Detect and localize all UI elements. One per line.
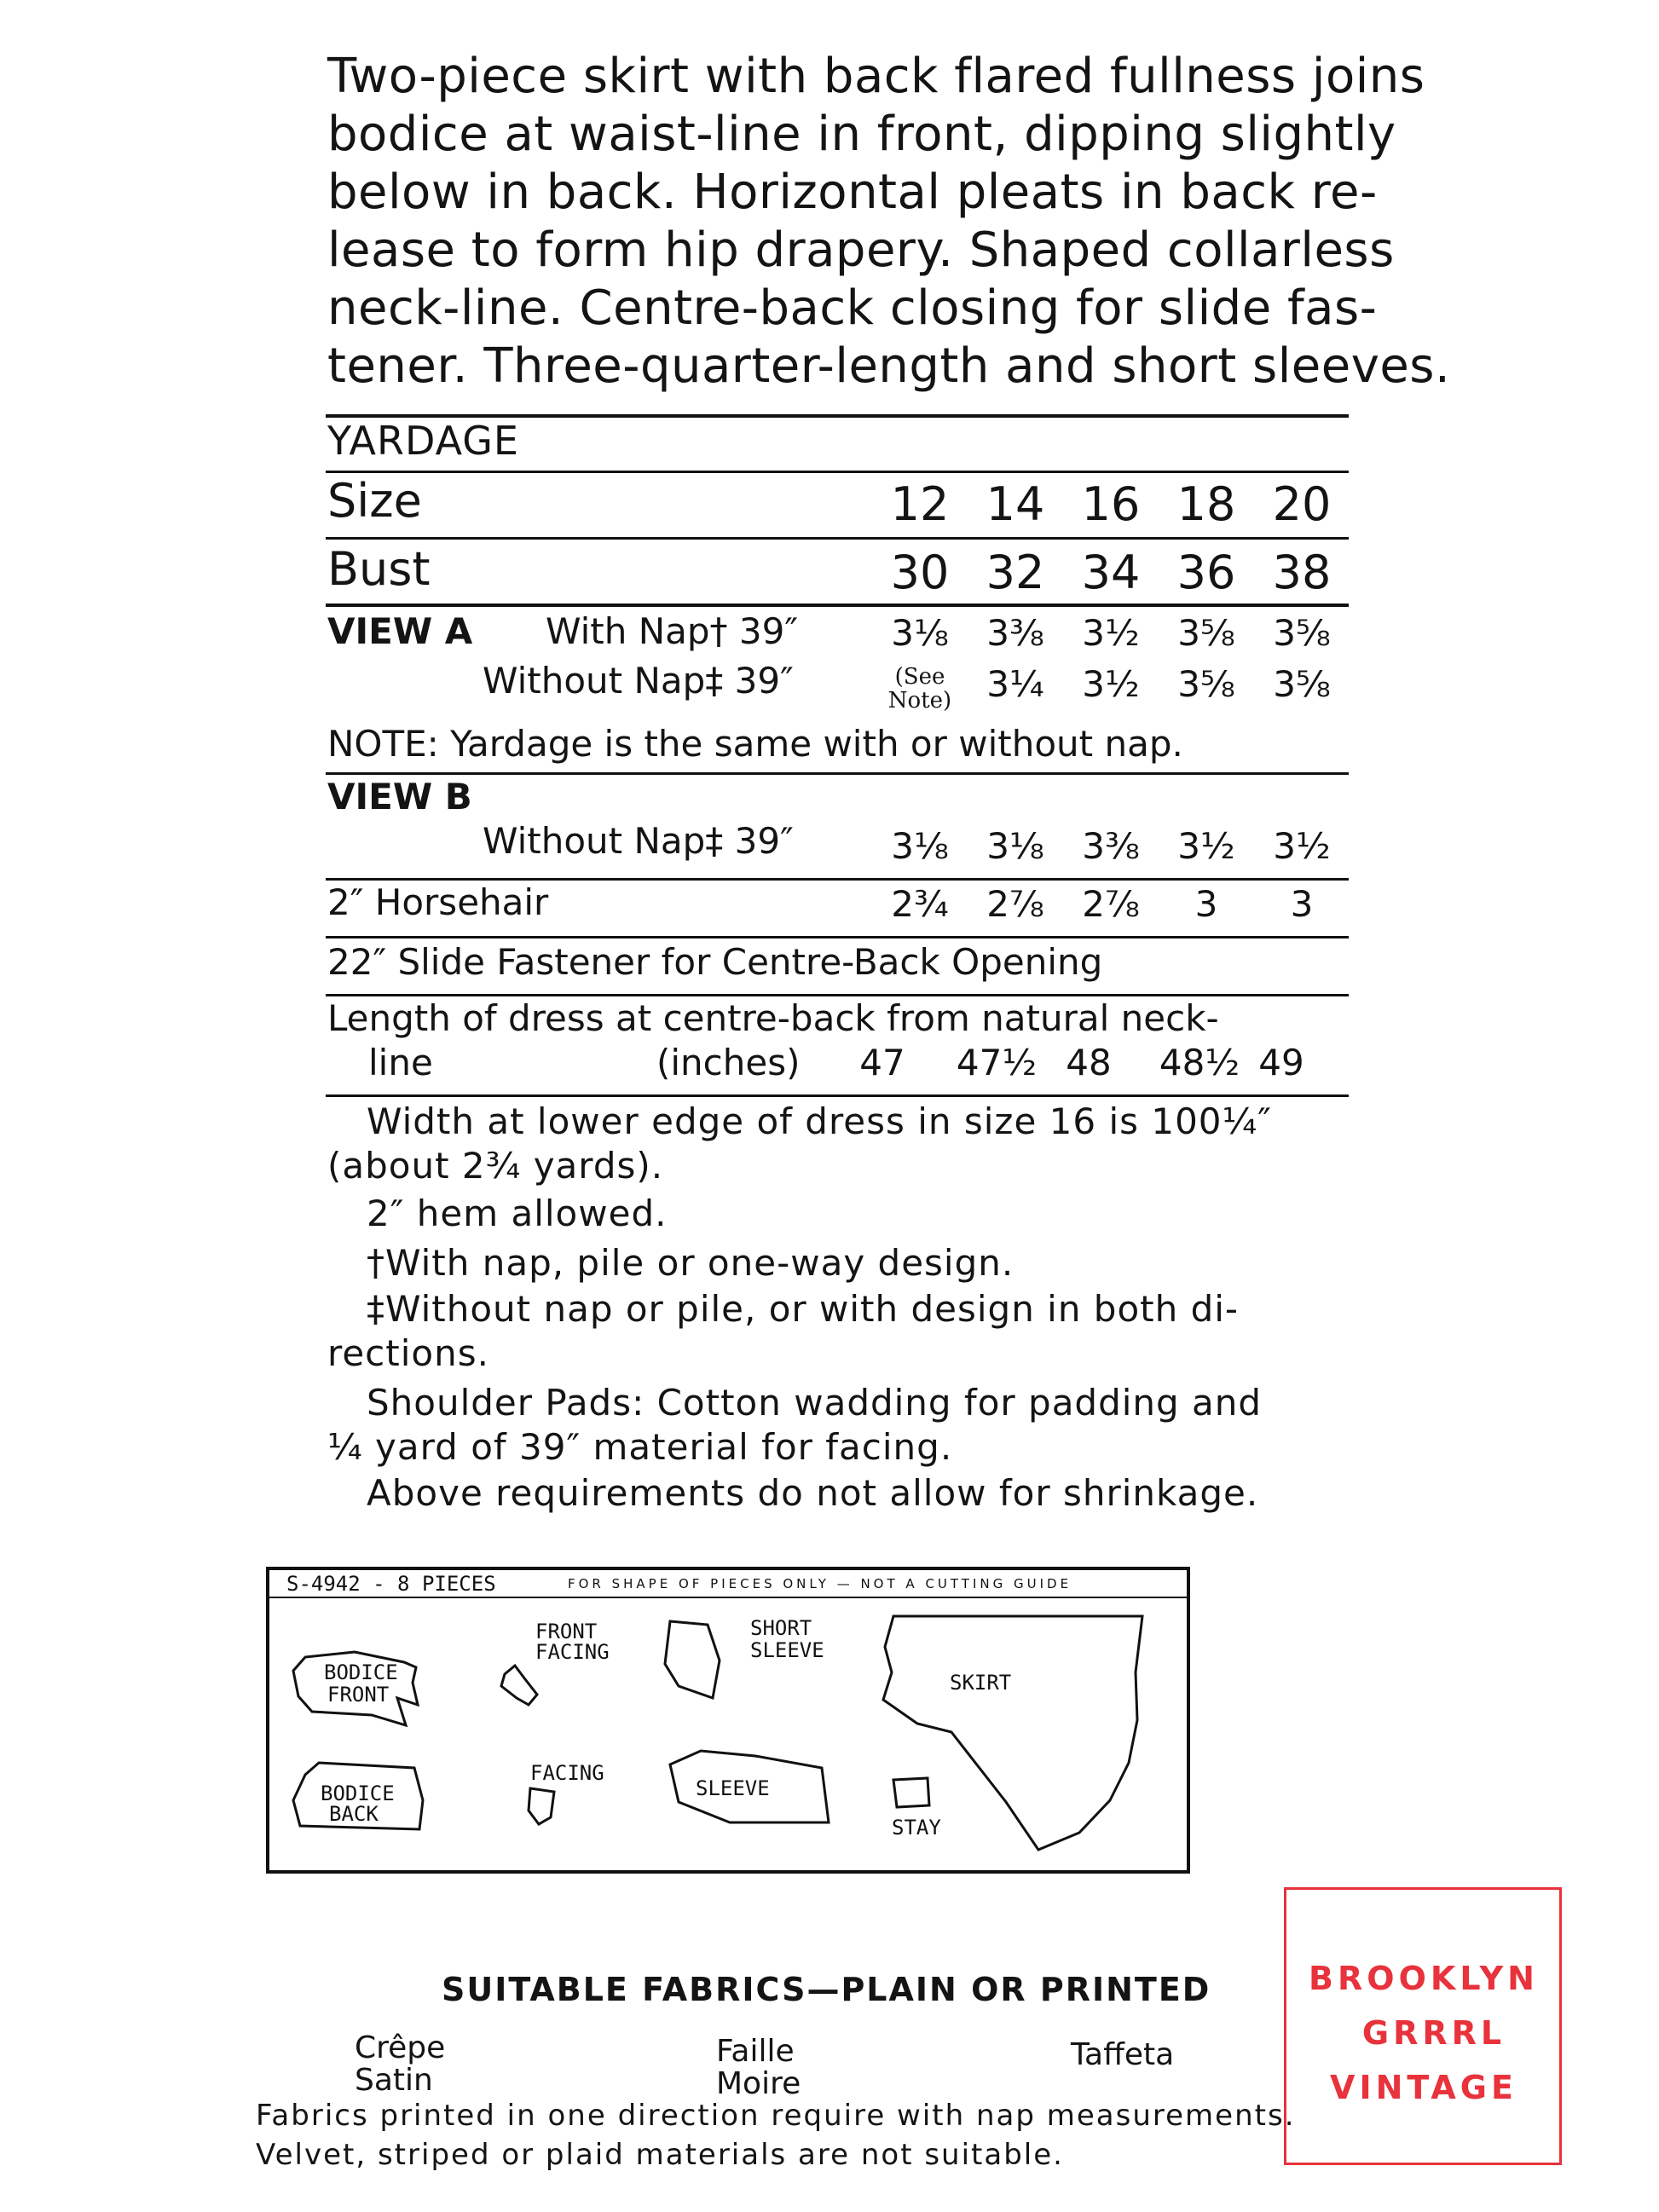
bust-value: 34 xyxy=(1081,546,1141,599)
description-line: lease to form hip drapery. Shaped collarless xyxy=(327,222,1395,278)
view-b-value: 3½ xyxy=(1273,825,1331,867)
length-label-cont: line xyxy=(368,1042,433,1083)
pattern-pieces-svg xyxy=(269,1570,1187,1870)
view-b-value: 3⅛ xyxy=(891,825,949,867)
length-label: Length of dress at centre-back from natural neck- xyxy=(327,997,1219,1039)
bodice-back-label: BACK xyxy=(329,1802,379,1826)
bodice-front-label: BODICE xyxy=(324,1660,398,1684)
fabric-name: Taffeta xyxy=(1071,2037,1175,2072)
bust-value: 36 xyxy=(1176,546,1236,599)
skirt-piece xyxy=(883,1616,1142,1850)
front-facing-piece xyxy=(501,1666,537,1705)
size-value: 14 xyxy=(986,477,1045,531)
view-a-label: VIEW A xyxy=(327,610,473,652)
fabric-name: Moire xyxy=(716,2066,801,2101)
without-nap-label: Without Nap‡ 39″ xyxy=(483,660,794,702)
fabric-column-1 xyxy=(355,2032,445,2097)
length-value: 48½ xyxy=(1159,1042,1240,1083)
length-value: 48 xyxy=(1066,1042,1112,1083)
fabric-name: Satin xyxy=(355,2063,433,2098)
table-rule xyxy=(326,1094,1349,1097)
front-facing-label: FRONT xyxy=(535,1620,598,1643)
horsehair-value: 2¾ xyxy=(891,883,949,925)
fabrics-note: Fabrics printed in one direction require with nap measurements. xyxy=(256,2099,1296,2133)
bodice-back-label: BODICE xyxy=(321,1782,395,1805)
note-line: ¼ yard of 39″ material for facing. xyxy=(327,1426,953,1468)
description-line: Two-piece skirt with back flared fullness joins xyxy=(327,49,1425,104)
stay-piece xyxy=(893,1778,929,1807)
table-rule xyxy=(326,772,1349,775)
length-unit: (inches) xyxy=(656,1042,801,1083)
horsehair-value: 2⅞ xyxy=(1082,883,1140,925)
bodice-front-label: FRONT xyxy=(327,1683,390,1707)
garment-description xyxy=(327,48,1451,396)
horsehair-label: 2″ Horsehair xyxy=(327,881,549,923)
table-rule xyxy=(326,537,1349,540)
note-line: †With nap, pile or one-way design. xyxy=(367,1242,1014,1284)
size-value: 16 xyxy=(1081,477,1141,531)
note-line: Shoulder Pads: Cotton wadding for padding and xyxy=(367,1382,1263,1424)
fabric-name: Faille xyxy=(716,2034,795,2069)
note-line: Width at lower edge of dress in size 16 is 100¼″ xyxy=(367,1100,1272,1142)
front-facing-label: FACING xyxy=(535,1640,610,1664)
short-sleeve-label: SLEEVE xyxy=(750,1638,824,1662)
table-rule xyxy=(326,471,1349,473)
view-a-with-nap-value: 3⅛ xyxy=(891,612,949,654)
brooklyn-grrrl-vintage-stamp xyxy=(1284,1887,1562,2165)
horsehair-value: 3 xyxy=(1194,883,1218,925)
view-a-with-nap-value: 3⅝ xyxy=(1177,612,1235,654)
note-line: (about 2¾ yards). xyxy=(327,1145,664,1187)
view-a-without-nap-value: 3¼ xyxy=(986,663,1044,705)
horsehair-value: 2⅞ xyxy=(986,883,1044,925)
diagram-header: S-4942 - 8 PIECES xyxy=(286,1572,496,1596)
without-nap-label: Without Nap‡ 39″ xyxy=(483,820,794,862)
see-note-marker: (See Note) xyxy=(887,664,952,713)
bust-label: Bust xyxy=(327,542,431,596)
yardage-header: YARDAGE xyxy=(327,418,519,464)
slide-fastener-row: 22″ Slide Fastener for Centre-Back Opening xyxy=(327,941,1103,983)
facing-label: FACING xyxy=(530,1761,604,1785)
fabrics-title: SUITABLE FABRICS—PLAIN OR PRINTED xyxy=(442,1971,1211,2008)
description-line: below in back. Horizontal pleats in back re- xyxy=(327,165,1378,220)
note-line: 2″ hem allowed. xyxy=(367,1193,668,1234)
size-value: 20 xyxy=(1272,477,1332,531)
note-line: ‡Without nap or pile, or with design in both di- xyxy=(367,1288,1240,1330)
short-sleeve-piece xyxy=(665,1621,720,1698)
length-value: 47½ xyxy=(956,1042,1038,1083)
fabric-name: Crêpe xyxy=(355,2030,446,2065)
stamp-line: GRRRL xyxy=(1361,2014,1506,2052)
table-rule xyxy=(326,604,1349,607)
view-b-value: 3⅛ xyxy=(986,825,1044,867)
pattern-pieces-diagram xyxy=(266,1567,1190,1874)
view-a-without-nap-value: 3⅝ xyxy=(1177,663,1235,705)
horsehair-value: 3 xyxy=(1290,883,1314,925)
bust-value: 30 xyxy=(890,546,950,599)
stamp-line: VINTAGE xyxy=(1330,2069,1517,2106)
length-value: 49 xyxy=(1258,1042,1304,1083)
size-value: 18 xyxy=(1176,477,1236,531)
length-value: 47 xyxy=(859,1042,905,1083)
note-line: rections. xyxy=(327,1332,489,1374)
note-line: Above requirements do not allow for shrinkage. xyxy=(367,1472,1259,1514)
size-label: Size xyxy=(327,474,422,528)
size-value: 12 xyxy=(890,477,950,531)
view-a-without-nap-value: 3½ xyxy=(1082,663,1140,705)
yardage-note: NOTE: Yardage is the same with or without nap. xyxy=(327,723,1183,765)
short-sleeve-label: SHORT xyxy=(750,1616,812,1640)
view-b-label: VIEW B xyxy=(327,776,472,817)
diagram-subheader: FOR SHAPE OF PIECES ONLY — NOT A CUTTING GUIDE xyxy=(568,1576,1072,1591)
description-line: bodice at waist-line in front, dipping slightly xyxy=(327,107,1396,162)
table-rule xyxy=(326,936,1349,939)
description-line: neck-line. Centre-back closing for slide fas- xyxy=(327,280,1378,336)
view-a-without-nap-value: 3⅝ xyxy=(1273,663,1331,705)
view-a-with-nap-value: 3⅝ xyxy=(1273,612,1331,654)
stay-label: STAY xyxy=(892,1816,941,1839)
fabrics-note: Velvet, striped or plaid materials are not suitable. xyxy=(256,2138,1064,2172)
fabric-column-2 xyxy=(716,2036,801,2100)
table-rule xyxy=(326,994,1349,996)
view-b-value: 3⅜ xyxy=(1082,825,1140,867)
bust-value: 32 xyxy=(986,546,1045,599)
skirt-label: SKIRT xyxy=(950,1671,1012,1695)
bust-value: 38 xyxy=(1272,546,1332,599)
with-nap-label: With Nap† 39″ xyxy=(546,610,799,652)
stamp-line: BROOKLYN xyxy=(1309,1960,1539,1997)
table-rule xyxy=(326,878,1349,881)
view-a-with-nap-value: 3½ xyxy=(1082,612,1140,654)
view-b-value: 3½ xyxy=(1177,825,1235,867)
view-a-with-nap-value: 3⅜ xyxy=(986,612,1044,654)
description-line: tener. Three-quarter-length and short sleeves. xyxy=(327,338,1451,394)
fabric-column-3 xyxy=(1071,2039,1174,2071)
facing-piece xyxy=(529,1788,554,1824)
sleeve-label: SLEEVE xyxy=(696,1776,770,1800)
